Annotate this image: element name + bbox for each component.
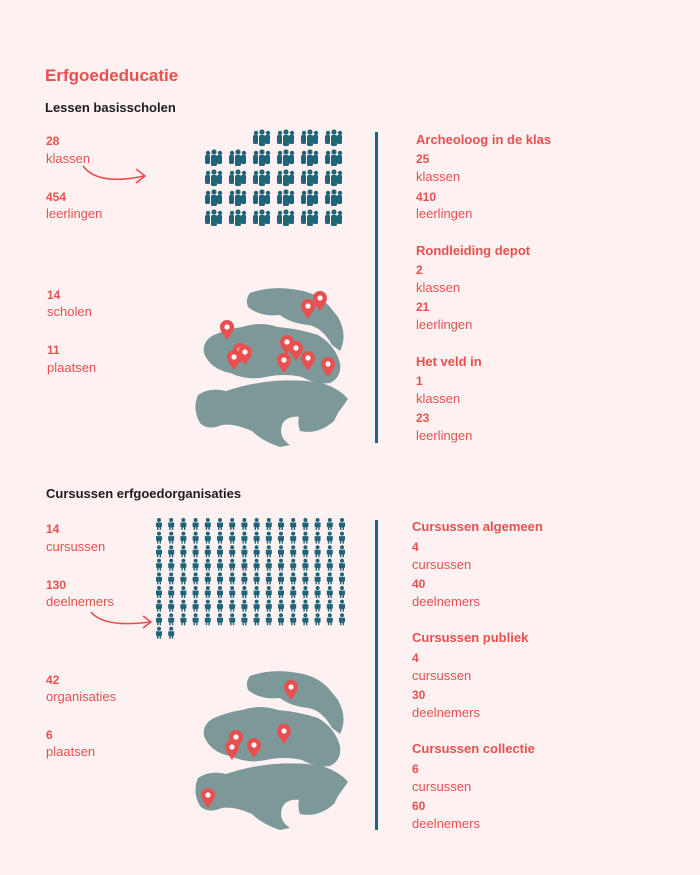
- person-icon: [168, 627, 174, 639]
- person-icon: [266, 600, 272, 612]
- lessons-heading: Lessen basisscholen: [45, 100, 176, 115]
- group-icon: [253, 189, 270, 206]
- person-icon: [290, 559, 296, 571]
- group-icon: [229, 149, 246, 166]
- person-icon: [290, 613, 296, 625]
- lessons-classes-label: klassen: [46, 151, 91, 166]
- person-icon: [180, 600, 186, 612]
- person-icon: [180, 613, 186, 625]
- person-icon: [241, 518, 247, 530]
- person-icon: [254, 559, 260, 571]
- category-students-label: leerlingen: [416, 317, 473, 332]
- person-icon: [254, 572, 260, 584]
- person-icon: [241, 532, 247, 544]
- person-icon: [217, 518, 223, 530]
- person-icon: [278, 586, 284, 598]
- person-icon: [241, 600, 247, 612]
- group-icon: [253, 129, 270, 146]
- lessons-schools-label: scholen: [47, 304, 92, 319]
- person-icon: [339, 613, 345, 625]
- location-pins: [190, 285, 355, 447]
- person-icon: [180, 532, 186, 544]
- courses-organisations-value: 42: [46, 673, 60, 687]
- person-icon: [290, 586, 296, 598]
- person-icon: [241, 559, 247, 571]
- courses-courses-label: cursussen: [46, 539, 106, 554]
- arrow-icon: [80, 158, 150, 188]
- group-icon: [229, 209, 246, 226]
- group-icon: [301, 209, 318, 226]
- person-icon: [339, 518, 345, 530]
- category-classes-value: 25: [416, 152, 430, 166]
- category-classes-label: klassen: [416, 391, 461, 406]
- person-icon: [193, 518, 199, 530]
- group-icon: [277, 129, 294, 146]
- person-icon: [241, 545, 247, 557]
- person-icon: [327, 613, 333, 625]
- person-icon: [241, 572, 247, 584]
- person-icon: [205, 613, 211, 625]
- category-students-label: leerlingen: [416, 206, 473, 221]
- person-icon: [266, 545, 272, 557]
- group-icon: [205, 189, 222, 206]
- person-icon: [205, 559, 211, 571]
- person-icon: [217, 600, 223, 612]
- person-icon: [290, 532, 296, 544]
- group-icon: [277, 189, 294, 206]
- person-icon: [339, 586, 345, 598]
- person-icon: [278, 600, 284, 612]
- person-icon: [217, 613, 223, 625]
- location-pin-icon: [201, 788, 215, 808]
- person-icon: [168, 586, 174, 598]
- group-icon: [325, 149, 342, 166]
- category-participants-value: 60: [412, 799, 426, 813]
- category-courses-value: 6: [412, 762, 419, 776]
- courses-organisations-label: organisaties: [46, 689, 117, 704]
- person-icon: [254, 586, 260, 598]
- group-icon: [253, 169, 270, 186]
- category-participants-label: deelnemers: [412, 705, 480, 720]
- person-icon: [156, 586, 162, 598]
- person-icon: [193, 532, 199, 544]
- lessons-places-value: 11: [47, 343, 60, 357]
- person-icon: [254, 518, 260, 530]
- person-icon: [254, 532, 260, 544]
- person-icon: [205, 600, 211, 612]
- person-icon: [180, 586, 186, 598]
- group-icon: [301, 189, 318, 206]
- person-icon: [302, 600, 308, 612]
- category-students-value: 23: [416, 411, 430, 425]
- person-icon: [205, 518, 211, 530]
- category-classes-label: klassen: [416, 280, 461, 295]
- group-icon: [325, 209, 342, 226]
- lessons-places-label: plaatsen: [47, 360, 97, 375]
- category-courses-value: 4: [412, 540, 419, 554]
- category-courses-label: cursussen: [412, 779, 472, 794]
- location-pin-icon: [277, 353, 291, 373]
- person-icon: [168, 532, 174, 544]
- person-icon: [193, 600, 199, 612]
- person-icon: [302, 532, 308, 544]
- person-icon: [156, 532, 162, 544]
- group-icon: [277, 149, 294, 166]
- person-icon: [254, 613, 260, 625]
- location-pin-icon: [301, 351, 315, 371]
- group-icon: [277, 169, 294, 186]
- person-icon: [266, 572, 272, 584]
- person-icon: [315, 532, 321, 544]
- person-icon: [156, 600, 162, 612]
- person-icon: [278, 545, 284, 557]
- person-icon: [229, 518, 235, 530]
- person-icon: [266, 559, 272, 571]
- person-icon: [180, 545, 186, 557]
- person-icon: [168, 518, 174, 530]
- location-pin-icon: [313, 291, 327, 311]
- courses-participants-label: deelnemers: [46, 594, 114, 609]
- courses-heading: Cursussen erfgoedorganisaties: [46, 486, 242, 501]
- person-icon: [266, 586, 272, 598]
- category-classes-label: klassen: [416, 169, 461, 184]
- location-pin-icon: [321, 357, 335, 377]
- person-icon: [217, 586, 223, 598]
- person-icon: [229, 545, 235, 557]
- group-icon: [205, 169, 222, 186]
- group-icon: [325, 189, 342, 206]
- person-icon: [193, 545, 199, 557]
- person-icon: [156, 559, 162, 571]
- group-icon: [229, 169, 246, 186]
- category-participants-label: deelnemers: [412, 816, 480, 831]
- person-icon: [278, 613, 284, 625]
- person-icon: [180, 518, 186, 530]
- person-icon: [205, 532, 211, 544]
- person-icon: [302, 586, 308, 598]
- divider: [375, 520, 378, 830]
- location-pin-icon: [284, 680, 298, 700]
- category-students-value: 410: [416, 190, 437, 204]
- person-icon: [290, 572, 296, 584]
- person-icon: [315, 613, 321, 625]
- person-icon: [168, 613, 174, 625]
- lessons-students-label: leerlingen: [46, 206, 103, 221]
- person-icon: [156, 518, 162, 530]
- location-pin-icon: [247, 738, 261, 758]
- group-icon: [325, 169, 342, 186]
- person-icon: [193, 559, 199, 571]
- person-icon: [168, 545, 174, 557]
- location-pin-icon: [225, 740, 239, 760]
- person-icon: [327, 572, 333, 584]
- person-icon: [302, 559, 308, 571]
- person-icon: [205, 586, 211, 598]
- category-title: Rondleiding depot: [416, 243, 531, 258]
- location-pins: [190, 668, 355, 830]
- page-title: Erfgoededucatie: [45, 66, 179, 85]
- group-icon: [301, 149, 318, 166]
- group-icon: [301, 129, 318, 146]
- category-title: Het veld in: [416, 354, 482, 369]
- person-icon: [156, 545, 162, 557]
- lessons-students-value: 454: [46, 190, 67, 204]
- lessons-schools-value: 14: [47, 288, 61, 302]
- person-icon: [327, 545, 333, 557]
- category-title: Cursussen publiek: [412, 630, 529, 645]
- group-icon: [253, 209, 270, 226]
- person-icon: [229, 600, 235, 612]
- person-icon: [315, 559, 321, 571]
- person-icon: [217, 532, 223, 544]
- person-icon: [339, 545, 345, 557]
- person-icon: [168, 559, 174, 571]
- category-courses-value: 4: [412, 651, 419, 665]
- category-title: Cursussen algemeen: [412, 519, 543, 534]
- person-icon: [327, 559, 333, 571]
- person-icon: [180, 559, 186, 571]
- person-icon: [254, 545, 260, 557]
- divider: [375, 132, 378, 443]
- person-icon: [266, 613, 272, 625]
- person-icon: [217, 572, 223, 584]
- category-participants-value: 30: [412, 688, 426, 702]
- category-courses-label: cursussen: [412, 668, 472, 683]
- person-icon: [180, 572, 186, 584]
- person-icon: [156, 572, 162, 584]
- person-icon: [327, 600, 333, 612]
- person-icon: [302, 518, 308, 530]
- person-icon: [327, 518, 333, 530]
- person-icon: [193, 586, 199, 598]
- participant-icons: [155, 518, 355, 628]
- person-icon: [315, 600, 321, 612]
- person-icon: [205, 545, 211, 557]
- category-participants-value: 40: [412, 577, 426, 591]
- person-icon: [168, 600, 174, 612]
- person-icon: [254, 600, 260, 612]
- class-group-icons: [205, 130, 355, 230]
- person-icon: [193, 613, 199, 625]
- person-icon: [278, 518, 284, 530]
- person-icon: [278, 559, 284, 571]
- person-icon: [266, 532, 272, 544]
- group-icon: [205, 209, 222, 226]
- group-icon: [301, 169, 318, 186]
- person-icon: [290, 518, 296, 530]
- location-pin-icon: [227, 350, 241, 370]
- person-icon: [168, 572, 174, 584]
- person-icon: [302, 545, 308, 557]
- person-icon: [315, 586, 321, 598]
- location-pin-icon: [289, 341, 303, 361]
- courses-courses-value: 14: [46, 522, 60, 536]
- person-icon: [229, 532, 235, 544]
- group-icon: [205, 149, 222, 166]
- person-icon: [205, 572, 211, 584]
- category-students-value: 21: [416, 300, 430, 314]
- category-courses-label: cursussen: [412, 557, 472, 572]
- person-icon: [266, 518, 272, 530]
- location-pin-icon: [277, 724, 291, 744]
- person-icon: [302, 572, 308, 584]
- person-icon: [290, 545, 296, 557]
- location-pin-icon: [301, 299, 315, 319]
- person-icon: [217, 559, 223, 571]
- courses-places-value: 6: [46, 728, 53, 742]
- person-icon: [339, 559, 345, 571]
- person-icon: [302, 613, 308, 625]
- group-icon: [253, 149, 270, 166]
- person-icon: [339, 572, 345, 584]
- person-icon: [290, 600, 296, 612]
- person-icon: [241, 613, 247, 625]
- group-icon: [229, 189, 246, 206]
- person-icon: [327, 532, 333, 544]
- person-icon: [327, 586, 333, 598]
- group-icon: [325, 129, 342, 146]
- person-icon: [315, 545, 321, 557]
- category-participants-label: deelnemers: [412, 594, 480, 609]
- courses-places-label: plaatsen: [46, 744, 96, 759]
- person-icon: [217, 545, 223, 557]
- courses-participants-value: 130: [46, 578, 67, 592]
- person-icon: [156, 613, 162, 625]
- category-classes-value: 2: [416, 263, 423, 277]
- location-pin-icon: [220, 320, 234, 340]
- person-icon: [241, 586, 247, 598]
- person-icon: [315, 518, 321, 530]
- person-icon: [229, 572, 235, 584]
- arrow-icon: [88, 608, 158, 632]
- person-icon: [229, 559, 235, 571]
- person-icon: [315, 572, 321, 584]
- category-title: Archeoloog in de klas: [416, 132, 552, 147]
- category-students-label: leerlingen: [416, 428, 473, 443]
- person-icon: [278, 532, 284, 544]
- group-icon: [277, 209, 294, 226]
- person-icon: [193, 572, 199, 584]
- category-title: Cursussen collectie: [412, 741, 535, 756]
- person-icon: [229, 586, 235, 598]
- person-icon: [339, 600, 345, 612]
- category-classes-value: 1: [416, 374, 423, 388]
- person-icon: [278, 572, 284, 584]
- lessons-classes-value: 28: [46, 134, 60, 148]
- person-icon: [229, 613, 235, 625]
- person-icon: [339, 532, 345, 544]
